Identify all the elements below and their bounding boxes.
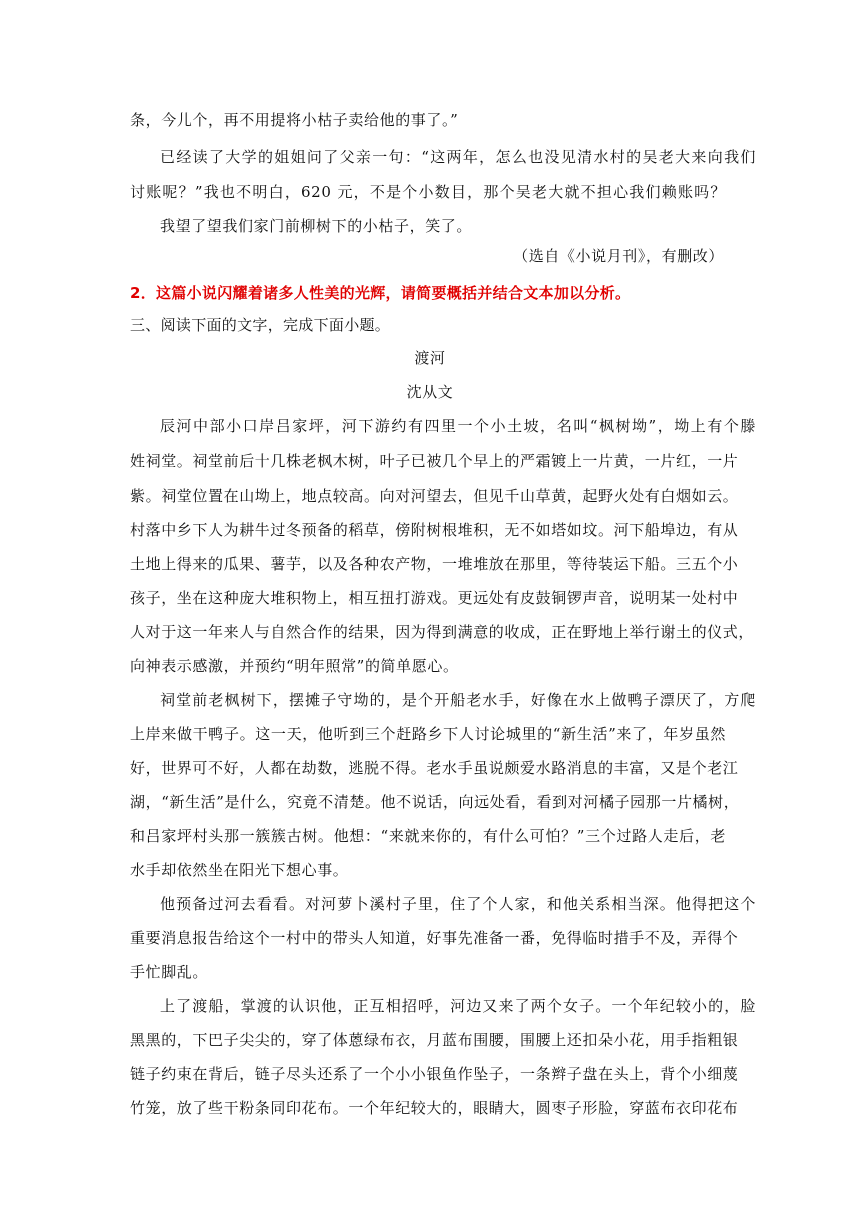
body-line: 土地上得来的瓜果、薯芋，以及各种农产物，一堆堆放在那里，等待装运下船。三五个小	[130, 555, 739, 573]
article-author: 沈从文	[406, 383, 454, 401]
question-2: 2．这篇小说闪耀着诸多人性美的光辉，请简要概括并结合文本加以分析。	[130, 284, 631, 302]
text-line: 讨账呢？”我也不明白，620 元，不是个小数目，那个吴老大就不担心我们赖账吗？	[130, 183, 726, 201]
source-note: （选自《小说月刊》，有删改）	[513, 247, 724, 265]
body-line: 孩子，坐在这种庞大堆积物上，相互扭打游戏。更远处有皮鼓铜锣声音，说明某一处村中	[130, 589, 739, 607]
text-line: 已经读了大学的姐姐问了父亲一句：“这两年，怎么也没见清水村的吴老大来向我们	[160, 148, 756, 166]
body-line: 姓祠堂。祠堂前后十几株老枫木树，叶子已被几个早上的严霜镀上一片黄，一片红，一片	[130, 452, 739, 470]
body-line: 祠堂前老枫树下，摆摊子守坳的，是个开船老水手，好像在水上做鸭子漂厌了，方爬	[160, 691, 756, 709]
body-line: 湖，“新生活”是什么，究竟不清楚。他不说话，向远处看，看到对河橘子园那一片橘树，	[130, 793, 740, 811]
body-line: 手忙脚乱。	[130, 963, 209, 981]
body-line: 他预备过河去看看。对河萝卜溪村子里，住了个人家，和他关系相当深。他得把这个	[160, 895, 756, 913]
body-line: 村落中乡下人为耕牛过冬预备的稻草，傍附树根堆积，无不如塔如坟。河下船埠边，有从	[130, 521, 739, 539]
body-line: 辰河中部小口岸吕家坪，河下游约有四里一个小土坡，名叫“枫树坳”，坳上有个滕	[160, 417, 756, 435]
article-title: 渡河	[414, 349, 446, 367]
body-line: 和吕家坪村头那一簇簇古树。他想：“来就来你的，有什么可怕？”三个过路人走后，老	[130, 827, 726, 845]
body-line: 上了渡船，掌渡的认识他，正互相招呼，河边又来了两个女子。一个年纪较小的，脸	[160, 997, 756, 1015]
body-line: 人对于这一年来人与自然合作的结果，因为得到满意的收成，正在野地上举行谢土的仪式，	[130, 623, 755, 641]
body-line: 水手却依然坐在阳光下想心事。	[130, 861, 349, 879]
body-line: 紫。祠堂位置在山坳上，地点较高。向对河望去，但见千山草黄，起野火处有白烟如云。	[130, 487, 739, 505]
body-line: 上岸来做干鸭子。这一天，他听到三个赶路乡下人讨论城里的“新生活”来了，年岁虽然	[130, 725, 726, 743]
text-line: 条，今儿个，再不用提将小枯子卖给他的事了。”	[130, 111, 459, 129]
body-line: 向神表示感激，并预约“明年照常”的简单愿心。	[130, 657, 459, 675]
body-line: 链子约束在背后，链子尽头还系了一个小小银鱼作坠子，一条辫子盘在头上，背个小细蔑	[130, 1065, 739, 1083]
text-line: 我望了望我们家门前柳树下的小枯子，笑了。	[160, 217, 473, 235]
section-heading: 三、阅读下面的文字，完成下面小题。	[130, 316, 391, 334]
body-line: 黑黑的，下巴子尖尖的，穿了体蒽绿布衣，月蓝布围腰，围腰上还扣朵小花，用手指粗银	[130, 1031, 739, 1049]
body-line: 重要消息报告给这个一村中的带头人知道，好事先准备一番，免得临时措手不及，弄得个	[130, 929, 739, 947]
body-line: 好，世界可不好，人都在劫数，逃脱不得。老水手虽说颇爱水路消息的丰富，又是个老江	[130, 759, 739, 777]
body-line: 竹笼，放了些干粉条同印花布。一个年纪较大的，眼睛大，圆枣子形脸，穿蓝布衣印花布	[130, 1099, 739, 1117]
